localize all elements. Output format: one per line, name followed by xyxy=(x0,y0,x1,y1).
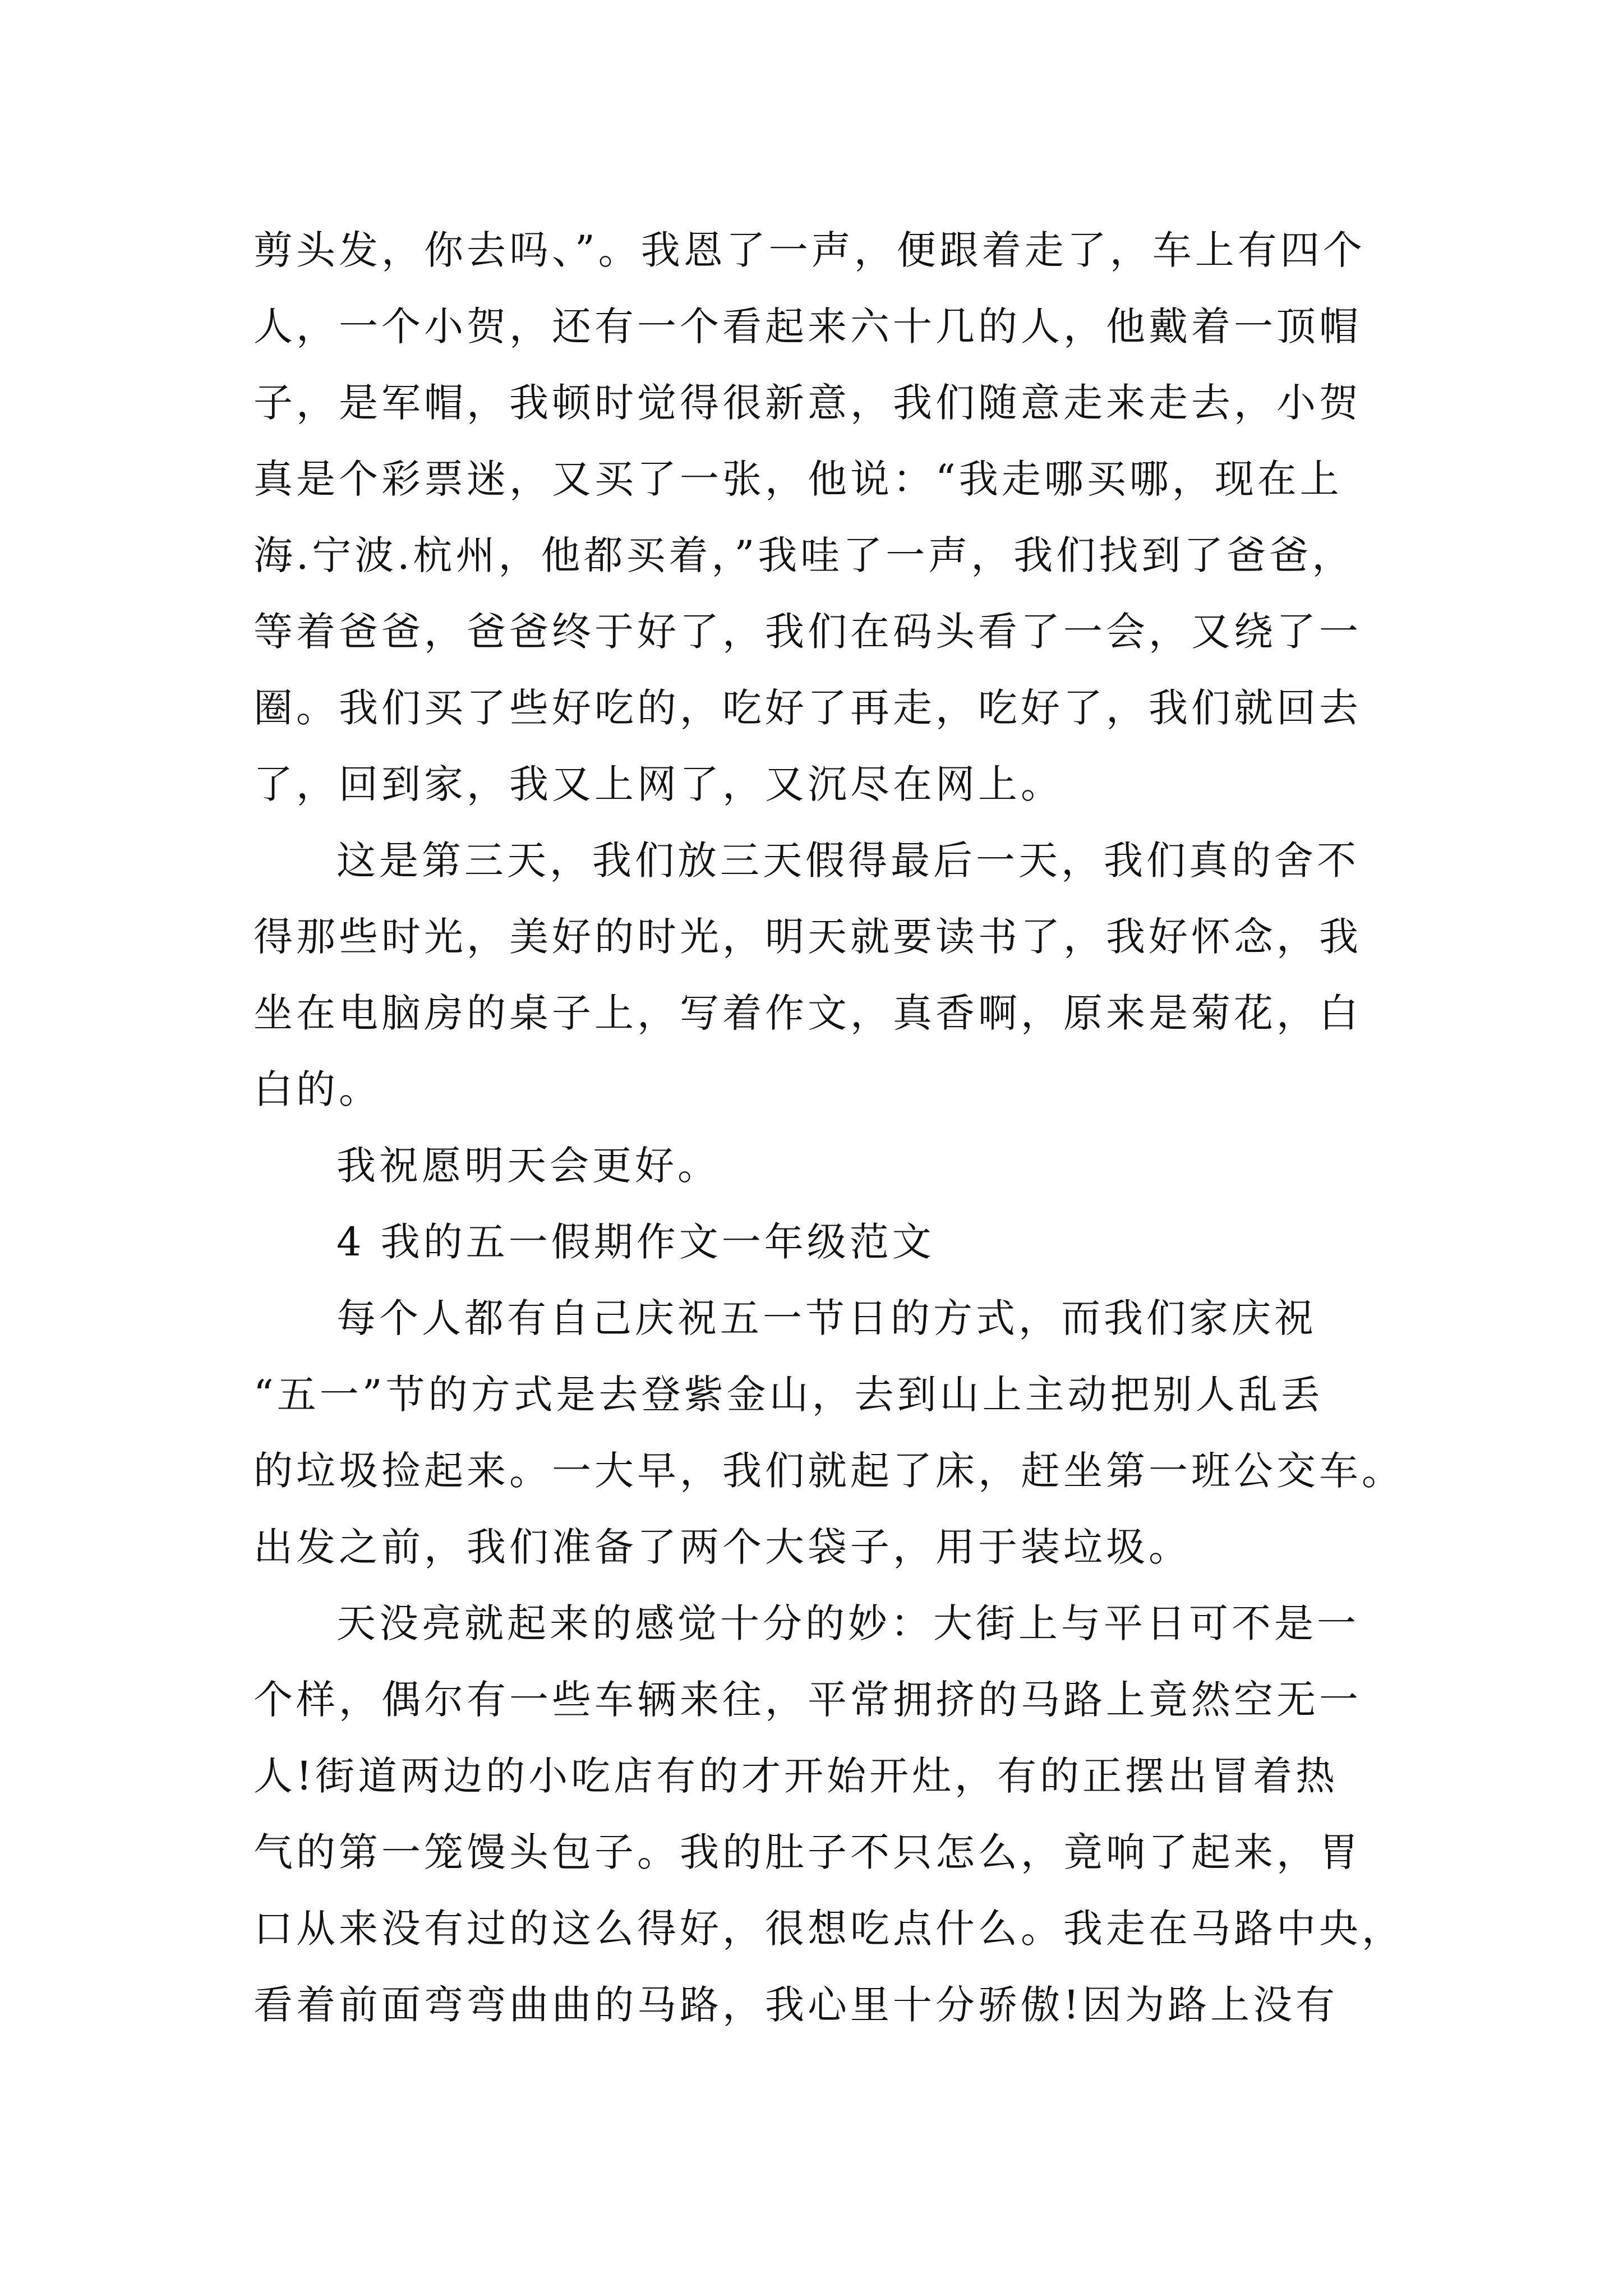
text-line: 口从来没有过的这么得好，很想吃点什么。我走在马路中央， xyxy=(253,1906,1404,1952)
text-line: 的垃圾捡起来。一大早，我们就起了床，赶坐第一班公交车。 xyxy=(253,1448,1404,1494)
text-line: “五一”节的方式是去登紫金山，去到山上主动把别人乱丢 xyxy=(253,1372,1324,1418)
text-line: 看着前面弯弯曲曲的马路，我心里十分骄傲!因为路上没有 xyxy=(253,1982,1339,2028)
text-line: 这是第三天，我们放三天假得最后一天，我们真的舍不 xyxy=(336,838,1359,884)
text-line: 坐在电脑房的桌子上，写着作文，真香啊，原来是菊花，白 xyxy=(253,990,1362,1036)
text-line: 了，回到家，我又上网了，又沉尽在网上。 xyxy=(253,761,1063,807)
text-line: 等着爸爸，爸爸终于好了，我们在码头看了一会，又绕了一 xyxy=(253,609,1362,655)
text-line: 气的第一笼馒头包子。我的肚子不只怎么，竟响了起来，胃 xyxy=(253,1829,1362,1875)
text-line: 圈。我们买了些好吃的，吃好了再走，吃好了，我们就回去 xyxy=(253,685,1362,731)
text-line: 个样，偶尔有一些车辆来往，平常拥挤的马路上竟然空无一 xyxy=(253,1677,1362,1723)
text-line: 得那些时光，美好的时光，明天就要读书了，我好怀念，我 xyxy=(253,914,1362,960)
text-line: 每个人都有自己庆祝五一节日的方式，而我们家庆祝 xyxy=(336,1295,1317,1341)
text-line: 白的。 xyxy=(253,1066,381,1112)
text-line: 我祝愿明天会更好。 xyxy=(336,1143,720,1189)
text-line: 子，是军帽，我顿时觉得很新意，我们随意走来走去，小贺 xyxy=(253,380,1362,426)
text-line: 出发之前，我们准备了两个大袋子，用于装垃圾。 xyxy=(253,1524,1191,1570)
text-line: 天没亮就起来的感觉十分的妙：大街上与平日可不是一 xyxy=(336,1600,1359,1646)
text-line: 海.宁波.杭州，他都买着，”我哇了一声，我们找到了爸爸， xyxy=(253,532,1355,578)
body-text xyxy=(253,212,1404,2043)
text-line: 4 我的五一假期作文一年级范文 xyxy=(336,1219,935,1265)
text-line: 剪头发，你去吗、”。我恩了一声，便跟着走了，车上有四个 xyxy=(253,227,1366,273)
text-line: 真是个彩票迷，又买了一张，他说：“我走哪买哪，现在上 xyxy=(253,456,1343,502)
text-line: 人!街道两边的小吃店有的才开始开灶，有的正摆出冒着热 xyxy=(253,1753,1339,1799)
text-line: 人，一个小贺，还有一个看起来六十几的人，他戴着一顶帽 xyxy=(253,303,1362,349)
